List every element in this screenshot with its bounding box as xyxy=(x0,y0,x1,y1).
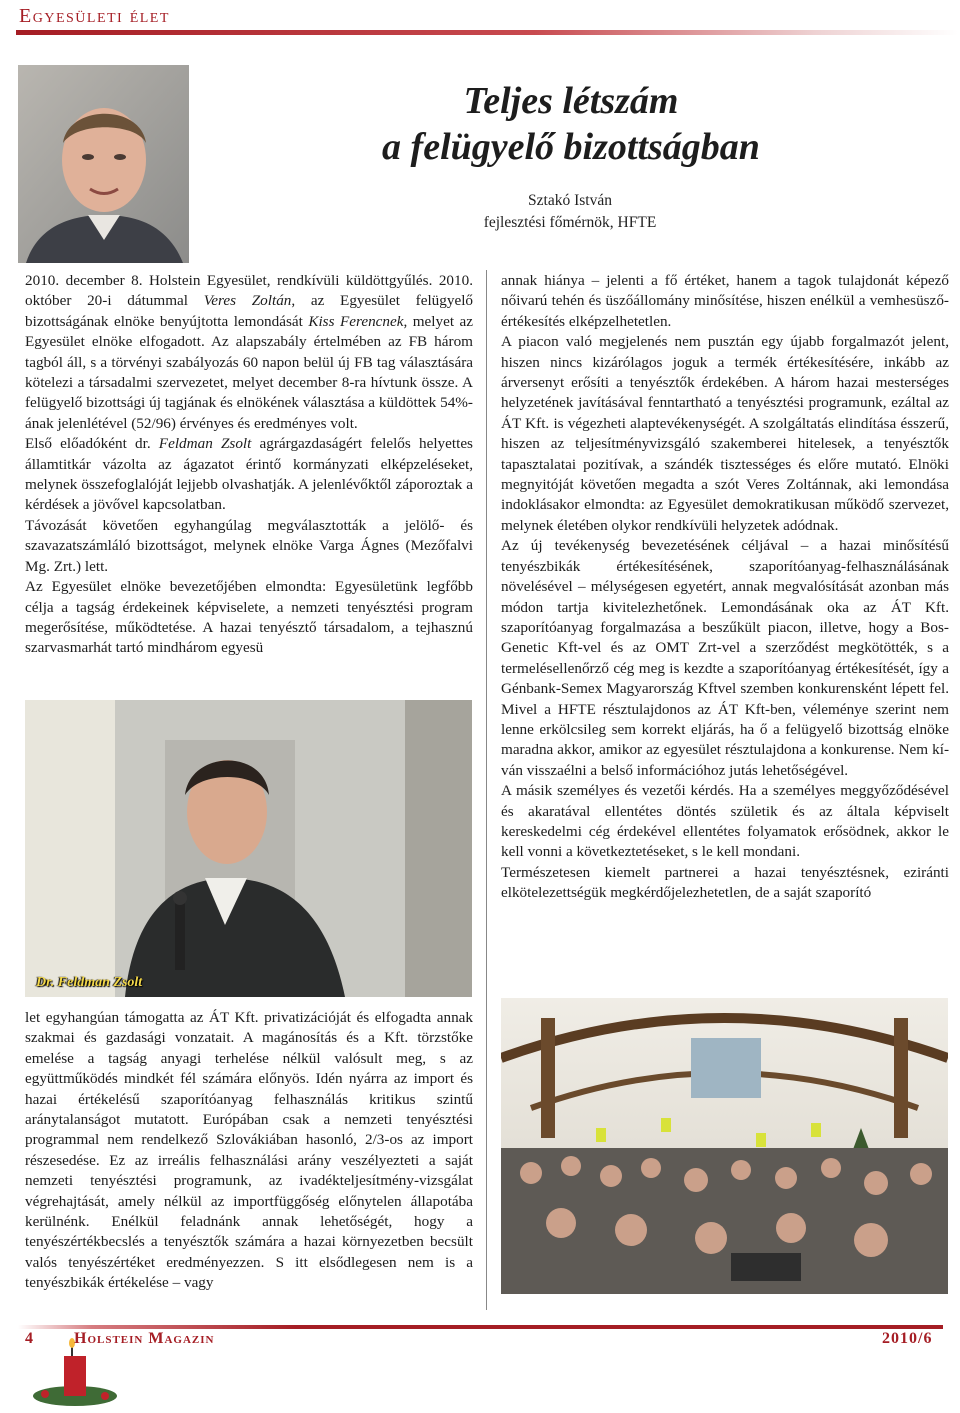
paragraph: let egyhangúan támogatta az ÁT Kft. privatizációját és elfogadta annak szakmai és gazdasági vonzatait. A magánosítás és a Kft. törzstőke emelése a tagság anyagi terhelése nélkül valósult meg, s az együttműködés mindkét fél számára előnyös. Idén nyárra az import és hazai értékelésű szaporítóanyag felhasználás kritikus szintű aránytalanságot mutatott. Európában csak a nemzeti tenyésztési programmal nem rendelkező Szlovákiában hasonló, 2/3-os az import részesedése. Ez az irreális felhasználási arány veszélyezteti a saját nemzeti tenyésztési programunk, az ivadékteljesítmény-vizsgálat végrehajtását, amely nélkül az importfüggőség előnytelen állapotába kerülnénk. Enélkül feladnánk annak lehetőségét, hogy a tenyészértékbecslés a tenyésztők számára a hazai környezetben becsült valós tenyészértéket eredményezzen. S itt elsődlegesen nem is a tenyészbikák értékelése – vagy xyxy=(25,1009,473,1292)
right-column xyxy=(501,271,949,904)
page-number: 4 xyxy=(25,1330,34,1347)
paragraph: annak hiánya – jelenti a fő értéket, hanem a tagok tulajdonát képező nőivarú tehén és üszőállomány minősítése, hiszen enélkül a vemhesüsző-értékesítés elképzelhetetlen. xyxy=(501,272,949,330)
issue-number: 2010/6 xyxy=(882,1330,933,1347)
footer-rule xyxy=(18,1325,943,1329)
text: , az Egyesület felügyelő bizottságának elnöke benyújtotta lemondását xyxy=(25,292,474,330)
paragraph: A másik személyes és vezetői kérdés. Ha a személyes meggyőződésével és akaratával ellentétes döntés születik és az általa képviselt kereskedelmi cég érdekével ellentétes folyamatok erősödnek, akkor le kell vonni a következtetéseket, s le kell mondani. xyxy=(501,782,949,861)
meeting-photo xyxy=(501,998,948,1294)
author-name: Sztakó István xyxy=(528,192,612,209)
text: Első előadóként dr. xyxy=(25,435,159,453)
author-portrait xyxy=(18,65,189,263)
author-byline xyxy=(420,190,720,234)
left-column-bottom xyxy=(25,1008,473,1294)
paragraph: Természetesen kiemelt partnerei a hazai tenyésztésnek, eziránti elkötelezettségük megkérdőjelezhetetlen, de a saját szaporító xyxy=(501,863,949,902)
left-column-top xyxy=(25,271,473,659)
article-title xyxy=(340,78,802,170)
text: 2010. december 8. Holstein Egyesület, rendkívüli küldöttgyűlés. 2010. október 20-i dátummal xyxy=(25,272,473,310)
text: , melyet az Egyesület elnöke elfogadott. Az alapszabály értelmében az FB három tagból áll, s a törvényi szabályozás 60 napon belül új FB tag választására kötelezi a társadalmi szervezetet, melyet december 8-ra hívtunk össze. A felügyelő bizottsági új tagjának és elnökének választása a küldöttek 54%-ának jelenlétével (52/96) érvényes és eredményes volt. xyxy=(25,312,474,432)
speaker-photo xyxy=(25,700,472,997)
author-title: fejlesztési főmérnök, HFTE xyxy=(483,214,657,231)
text: agrárgazdaságért felelős helyettes államtitkár vázolta az ágazatot érintő kormányzati elképzeléseket, melynek összefoglalóját lejjebb olvashatják. A jelenlévőktől záporoztak a kérdések a jövővel kapcsolatban. xyxy=(25,435,473,514)
paragraph: A piacon való megjelenés nem pusztán egy újabb forgalmazót jelent, hiszen nincs kizárólagos joguk a termék értékesítésére, inkább az árversenyt erősíti a tenyésztők érdekében. A három hazai mesterséges helyzetének javításával fenntartható a tenyésztési programunk, ezáltal az ÁT Kft. is végezheti alaptevékenységét. A szolgáltatás elindítása ésszerű, hiszen az teljesítményvizsgáló szakemberei hitelesek, a tenyésztők tapasztalatai pozitívak, a szándék tisztességes és előre mutató. Elnöki megnyitóját követően megadta a szót Veres Zoltánnak, aki lemondása indoklásakor elmondta: az Egyesület demokratikusan működő szervezet, melynek életében olykor rendkívüli helyzetek adódnak. xyxy=(501,333,949,534)
paragraph: Az Egyesület elnöke bevezetőjében elmondta: Egyesületünk legfőbb célja a tagság érdekeinek képviselete, a nemzeti tenyésztési program megerősítése, működtetése. A hazai tenyésztő társadalom, a tejhasznú szarvasmarhát tartó mindhárom egyesü xyxy=(25,578,473,657)
person-name: Veres Zoltán xyxy=(203,292,292,310)
paragraph: Az új tevékenység bevezetésének céljával – a hazai minősítésű tenyészbikák értékesítésének, szaporítóanyag-felhasználásának növelésével – mélységesen egyetért, annak megvalósítását azonban más módon tartja kivitelezhetőnek. Lemondásának oka az ÁT Kft. szaporítóanyag forgalmazása a beszűkült piacon, illetve, hogy a Bos-Genetic Kft-vel és az OMT Zrt-vel a szerződést megkötötték, s a termelésellenőrző cég meg is kezdte a szaporítóanyag értékesítését, így a Génbank-Semex Magyarország Kftvel szemben konkurensként lépett fel. Mivel a HFTE résztulajdonos az ÁT Kft-ben, véleménye szerint nem lenne erkölcsileg sem korrekt eljárás, ha ő a felügyelő bizottság elnöke maradna akkor, amikor az egyesület résztulajdona a konkurense. Nem kíván visszaélni a belső információhoz jutás lehetőségével. xyxy=(501,537,949,779)
title-line-2: a felügyelő bizottságban xyxy=(382,126,760,168)
person-name: Kiss Ferencnek xyxy=(308,312,404,330)
magazine-name: Holstein Magazin xyxy=(74,1330,215,1347)
person-name: Feldman Zsolt xyxy=(158,435,252,453)
paragraph xyxy=(25,434,473,516)
header-rule xyxy=(16,30,958,35)
paragraph xyxy=(25,271,473,434)
paragraph: Távozását követően egyhangúlag megválasztották a jelölő- és szavazatszámláló bizottságot, melynek elnöke Varga Ágnes (Mezőfalvi Mg. Zrt.) lett. xyxy=(25,516,473,575)
photo-caption: Dr. Feldman Zsolt xyxy=(36,975,143,990)
section-label: Egyesületi élet xyxy=(19,5,170,27)
candle-decoration xyxy=(30,1338,120,1408)
title-line-1: Teljes létszám xyxy=(463,80,679,122)
column-divider xyxy=(486,270,487,1310)
